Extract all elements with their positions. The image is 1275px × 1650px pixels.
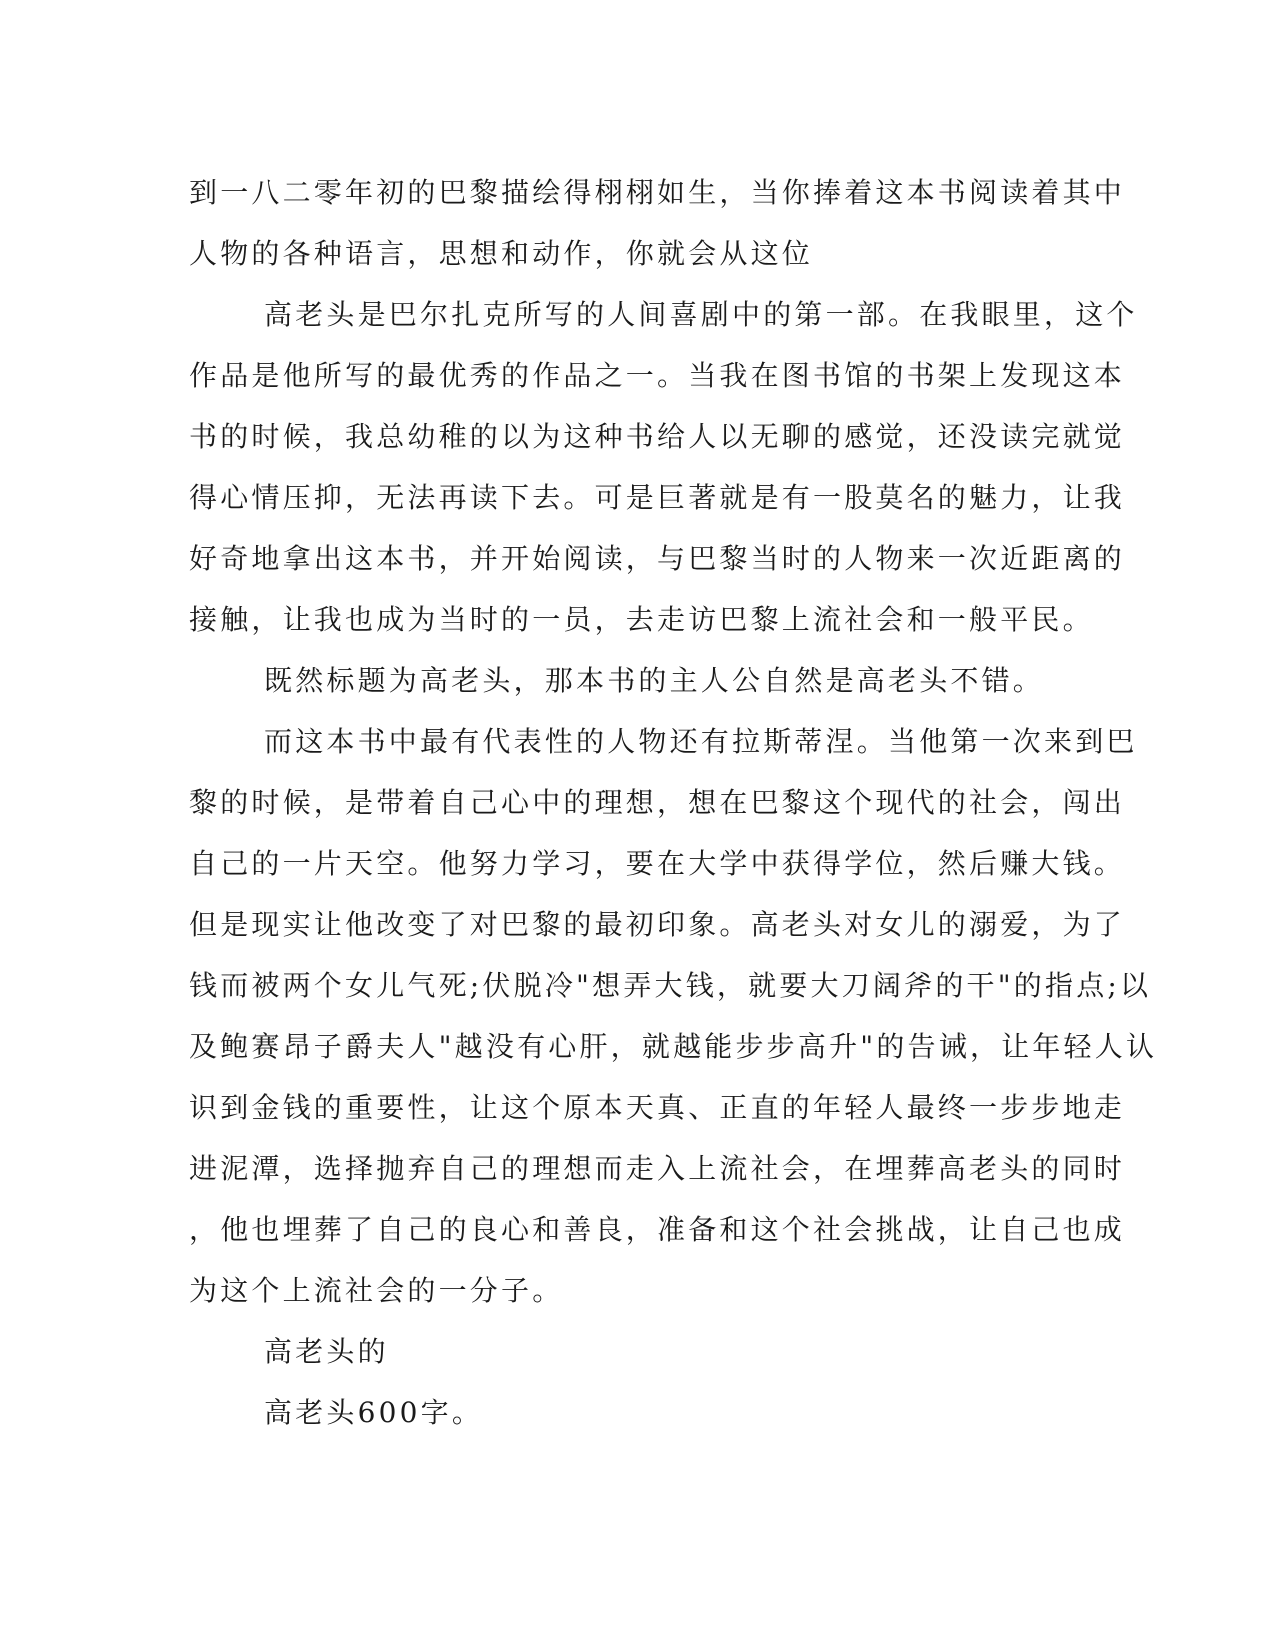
paragraph-start-line: 既然标题为高老头，那本书的主人公自然是高老头不错。 (264, 664, 1045, 697)
text-line: 书的时候，我总幼稚的以为这种书给人以无聊的感觉，还没读完就觉 (189, 420, 1126, 453)
text-line: 自己的一片天空。他努力学习，要在大学中获得学位，然后赚大钱。 (189, 847, 1126, 880)
text-line: 但是现实让他改变了对巴黎的最初印象。高老头对女儿的溺爱，为了 (189, 908, 1126, 941)
text-line: 及鲍赛昂子爵夫人"越没有心肝，就越能步步高升"的告诫，让年轻人认 (189, 1030, 1158, 1063)
essay-body (189, 162, 1158, 1443)
text-line: 得心情压抑，无法再读下去。可是巨著就是有一股莫名的魅力，让我 (189, 481, 1126, 514)
paragraph-start-line: 而这本书中最有代表性的人物还有拉斯蒂涅。当他第一次来到巴 (264, 725, 1138, 758)
text-line: 作品是他所写的最优秀的作品之一。当我在图书馆的书架上发现这本 (189, 359, 1126, 392)
text-line: 到一八二零年初的巴黎描绘得栩栩如生，当你捧着这本书阅读着其中 (189, 176, 1126, 209)
text-line: ，他也埋葬了自己的良心和善良，准备和这个社会挑战，让自己也成 (189, 1213, 1126, 1246)
text-line: 识到金钱的重要性，让这个原本天真、正直的年轻人最终一步步地走 (189, 1091, 1126, 1124)
text-line: 黎的时候，是带着自己心中的理想，想在巴黎这个现代的社会，闯出 (189, 786, 1126, 819)
paragraph-start-line: 高老头的 (264, 1335, 389, 1368)
paragraph-start-line: 高老头600字。 (264, 1396, 484, 1429)
paragraph-start-line: 高老头是巴尔扎克所写的人间喜剧中的第一部。在我眼里，这个 (264, 298, 1138, 331)
text-line: 钱而被两个女儿气死;伏脱冷"想弄大钱，就要大刀阔斧的干"的指点;以 (189, 969, 1152, 1002)
text-line: 好奇地拿出这本书，并开始阅读，与巴黎当时的人物来一次近距离的 (189, 542, 1126, 575)
text-line: 人物的各种语言，思想和动作，你就会从这位 (189, 237, 814, 270)
text-line: 进泥潭，选择抛弃自己的理想而走入上流社会，在埋葬高老头的同时 (189, 1152, 1126, 1185)
text-line: 为这个上流社会的一分子。 (189, 1274, 564, 1307)
text-line: 接触，让我也成为当时的一员，去走访巴黎上流社会和一般平民。 (189, 603, 1094, 636)
